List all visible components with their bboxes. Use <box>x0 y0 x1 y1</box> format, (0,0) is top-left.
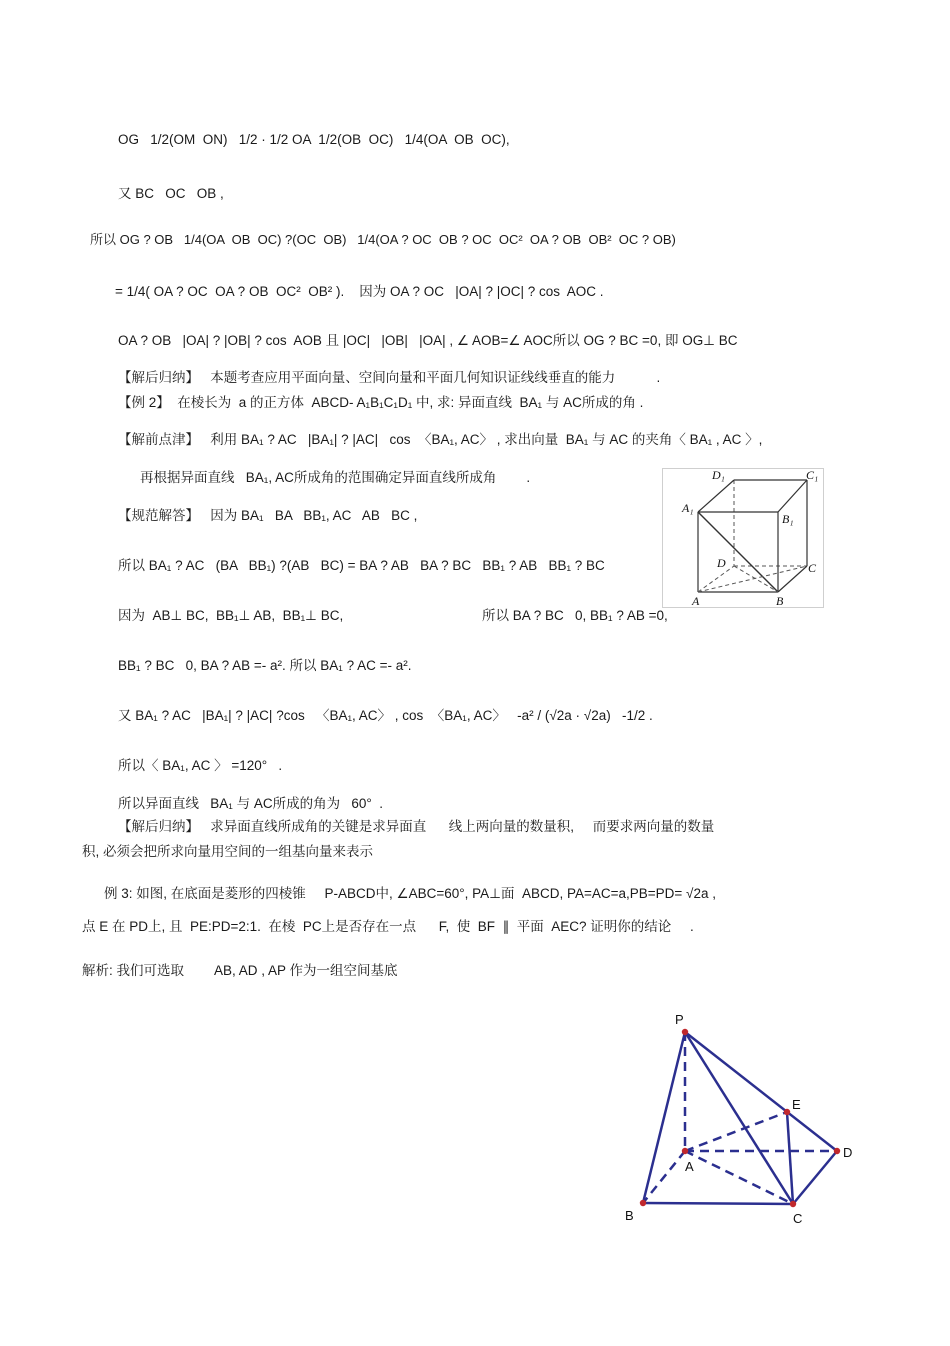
line-8: 【解前点津】 利用 BA₁ ? AC |BA₁| ? |AC| cos 〈BA₁, AC〉 , 求出向量 BA₁ 与 AC 的夹角〈 BA₁ , AC 〉, <box>118 432 763 447</box>
point-A <box>682 1148 688 1154</box>
pyramid-figure <box>615 1005 855 1235</box>
line-2: 又 BC OC OB , <box>118 186 224 201</box>
point-E <box>784 1109 790 1115</box>
line-14: 又 BA₁ ? AC |BA₁| ? |AC| ?cos 〈BA₁, AC〉 , cos 〈BA₁, AC〉 -a² / (√2a · √2a) -1/2 . <box>118 708 653 723</box>
point-D <box>834 1148 840 1154</box>
point-C <box>790 1201 796 1207</box>
line-13: BB₁ ? BC 0, BA ? AB =- a². 所以 BA₁ ? AC =- a². <box>118 658 412 673</box>
label-D1: D₁ <box>712 468 725 482</box>
label-A1: A₁ <box>682 501 694 515</box>
line-9: 再根据异面直线 BA₁, AC所成角的范围确定异面直线所成角 . <box>140 470 531 485</box>
label-C1: C₁ <box>806 468 819 482</box>
line-1: OG 1/2(OM ON) 1/2 · 1/2 OA 1/2(OB OC) 1/4(OA OB OC), <box>118 132 510 147</box>
line-20: 点 E 在 PD上, 且 PE:PD=2:1. 在棱 PC上是否存在一点 F, 使 BF ∥ 平面 AEC? 证明你的结论 . <box>82 919 694 934</box>
label-B: B <box>625 1208 634 1223</box>
label-D: D <box>717 556 726 570</box>
line-18: 积, 必须会把所求向量用空间的一组基向量来表示 <box>82 844 374 859</box>
line-10: 【规范解答】 因为 BA₁ BA BB₁, AC AB BC , <box>118 508 418 523</box>
line-12b: 所以 BA ? BC 0, BB₁ ? AB =0, <box>482 608 668 623</box>
line-4: = 1/4( OA ? OC OA ? OB OC² OB² ). 因为 OA ? OC |OA| ? |OC| ? cos AOC . <box>115 284 604 299</box>
point-P <box>682 1029 688 1035</box>
line-3: 所以 OG ? OB 1/4(OA OB OC) ?(OC OB) 1/4(OA ? OC OB ? OC OC² OA ? OB OB² OC ? OB) <box>90 232 676 247</box>
label-E: E <box>792 1097 801 1112</box>
line-19: 例 3: 如图, 在底面是菱形的四棱锥 P-ABCD中, ∠ABC=60°, PA⊥面 ABCD, PA=AC=a,PB=PD= √2a , <box>104 886 716 901</box>
line-11: 所以 BA₁ ? AC (BA BB₁) ?(AB BC) = BA ? AB BA ? BC BB₁ ? AB BB₁ ? BC <box>118 558 605 573</box>
label-C: C <box>808 561 817 575</box>
line-16: 所以异面直线 BA₁ 与 AC所成的角为 60° . <box>118 796 383 811</box>
label-B: B <box>776 594 784 608</box>
label-C: C <box>793 1211 803 1226</box>
line-15: 所以〈 BA₁, AC 〉 =120° . <box>118 758 283 773</box>
line-17: 【解后归纳】 求异面直线所成角的关键是求异面直 线上两向量的数量积, 而要求两向量的数量 <box>118 819 715 834</box>
label-A: A <box>685 1159 694 1174</box>
line-7: 【例 2】 在棱长为 a 的正方体 ABCD- A₁B₁C₁D₁ 中, 求: 异面直线 BA₁ 与 AC所成的角 . <box>118 395 644 410</box>
line-21: 解析: 我们可选取 AB, AD , AP 作为一组空间基底 <box>82 963 398 978</box>
label-P: P <box>675 1012 684 1027</box>
label-A: A <box>692 594 700 608</box>
label-B1: B₁ <box>782 512 794 526</box>
cube-figure <box>662 468 824 608</box>
line-6: 【解后归纳】 本题考查应用平面向量、空间向量和平面几何知识证线线垂直的能力 . <box>118 370 661 385</box>
label-D: D <box>843 1145 853 1160</box>
line-12: 因为 AB⊥ BC, BB₁⊥ AB, BB₁⊥ BC, <box>118 608 344 623</box>
point-B <box>640 1200 646 1206</box>
line-5: OA ? OB |OA| ? |OB| ? cos AOB 且 |OC| |OB| |OA| , ∠ AOB=∠ AOC所以 OG ? BC =0, 即 OG⊥ BC <box>118 333 738 348</box>
